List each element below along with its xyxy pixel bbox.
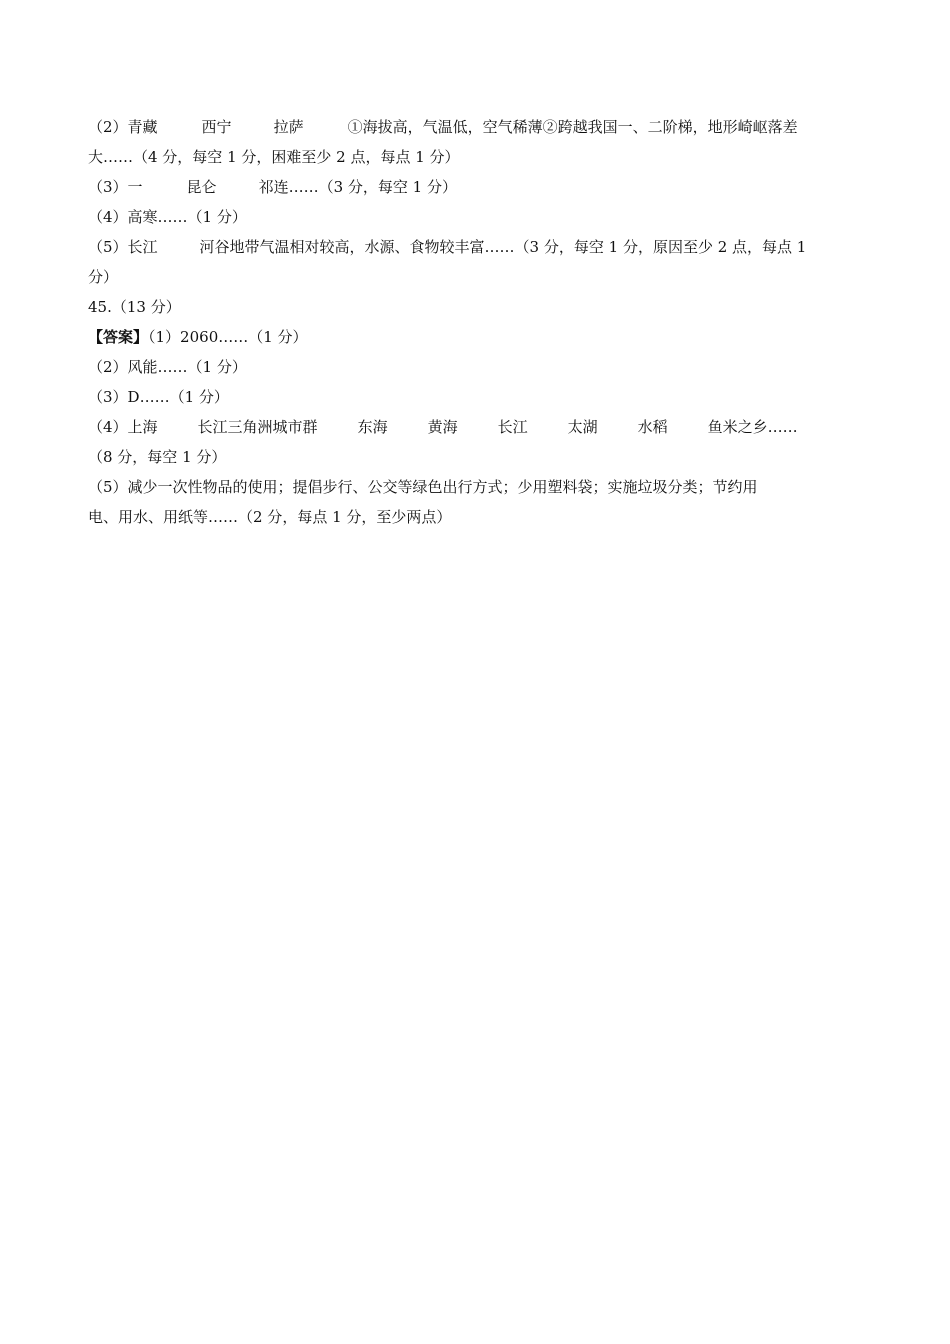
q45-part4-item: 东海 [357, 418, 388, 436]
answer-document [88, 112, 863, 532]
q44-part5-answer-reason: 河谷地带气温相对较高，水源、食物较丰富……（3 分，每空 1 分，原因至少 2 点，每点 1 [199, 238, 807, 256]
q45-part1-answer: （1）2060……（1 分） [148, 328, 308, 346]
q45-part1 [88, 322, 863, 352]
q44-part3-answer-qilian: 祁连……（3 分，每空 1 分） [258, 178, 457, 196]
q45-part4-item: 水稻 [637, 418, 668, 436]
q45-part2: （2）风能……（1 分） [88, 358, 247, 376]
q44-part2-answer-xining: 西宁 [201, 118, 232, 136]
q45-part5-line1: （5）减少一次性物品的使用；提倡步行、公交等绿色出行方式；少用塑料袋；实施垃圾分类；节约用 [88, 478, 758, 496]
q45-part4-line2: （8 分，每空 1 分） [88, 448, 227, 466]
q44-part2-answer-lhasa: 拉萨 [273, 118, 304, 136]
q45-part4-item: 长江三角洲城市群 [197, 418, 318, 436]
q45-part4-item: （4）上海 [88, 418, 158, 436]
q44-part5-line2: 分） [88, 268, 119, 286]
q44-part5-line1 [88, 232, 863, 262]
answer-label: 【答案】 [88, 328, 149, 346]
q45-part4-item: 黄海 [427, 418, 458, 436]
q44-part3-prefix: （3）一 [88, 178, 143, 196]
q45-part4-item: 太湖 [567, 418, 598, 436]
q44-part2-answer-difficulties: ①海拔高，气温低，空气稀薄②跨越我国一、二阶梯，地形崎岖落差 [347, 118, 798, 136]
q45-part4-item: 长江 [497, 418, 528, 436]
q45-part4-item: 鱼米之乡…… [707, 418, 798, 436]
q44-part4: （4）高寒……（1 分） [88, 208, 247, 226]
q44-part2-line2: 大……（4 分，每空 1 分，困难至少 2 点，每点 1 分） [88, 148, 460, 166]
q44-part3-answer-kunlun: 昆仑 [186, 178, 217, 196]
q45-part3: （3）D……（1 分） [88, 388, 229, 406]
q44-part3 [88, 172, 863, 202]
q45-heading: 45.（13 分） [88, 298, 181, 316]
q44-part5-prefix: （5）长江 [88, 238, 158, 256]
q44-part2-prefix: （2）青藏 [88, 118, 158, 136]
q44-part2-line1 [88, 112, 863, 142]
q45-part4-line1 [88, 412, 863, 442]
q45-part5-line2: 电、用水、用纸等……（2 分，每点 1 分，至少两点） [88, 508, 452, 526]
